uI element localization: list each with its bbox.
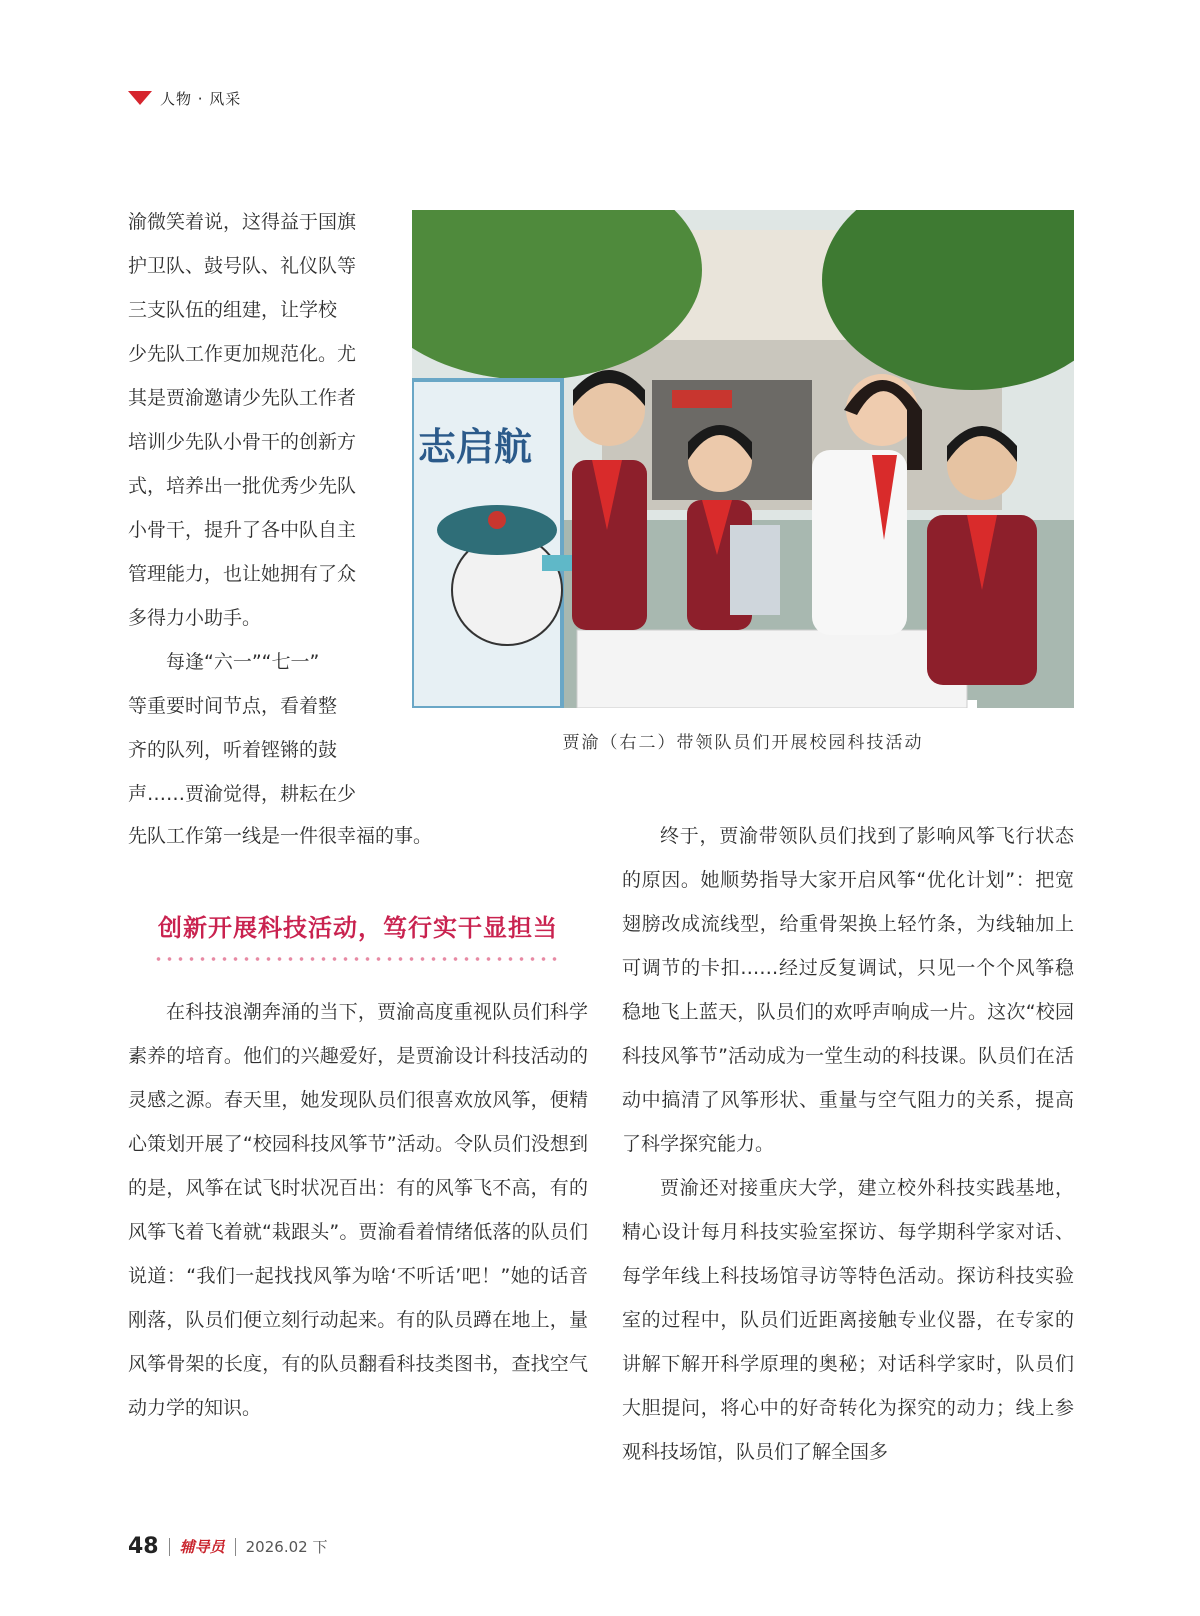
section-label: 人物 · 风采 [160, 89, 242, 108]
text-line: 等重要时间节点，看着整 [128, 695, 338, 717]
magazine-name: 辅导员 [179, 1538, 225, 1556]
page-number: 48 [128, 1534, 159, 1559]
text-line: 护卫队、鼓号队、礼仪队等 [128, 255, 357, 277]
text-column-bottom-left [128, 990, 588, 1430]
photo [412, 210, 1074, 708]
text-line: 管理能力，也让她拥有了众 [128, 563, 357, 585]
red-triangle-icon [128, 91, 152, 105]
subheading-text: 创新开展科技活动，笃行实干显担当 [158, 914, 558, 942]
text-column-right [622, 814, 1074, 1474]
text-line: 其是贾渝邀请少先队工作者 [128, 387, 357, 409]
text-line: 小骨干，提升了各中队自主 [128, 519, 357, 541]
photo-caption: 贾渝（右二）带领队员们开展校园科技活动 [562, 733, 924, 753]
photo-illustration [412, 210, 1074, 708]
sign-text: 志启航 [418, 424, 533, 469]
text-column-top-left [128, 200, 378, 816]
text-line: 培训少先队小骨干的创新方 [128, 431, 357, 453]
text-line: 声……贾渝觉得，耕耘在少 [128, 783, 357, 805]
paragraph: 在科技浪潮奔涌的当下，贾渝高度重视队员们科学素养的培育。他们的兴趣爱好，是贾渝设计科技活动的灵感之源。春天里，她发现队员们很喜欢放风筝，便精心策划开展了“校园科技风筝节”活动。令队员们没想到的是，风筝在试飞时状况百出：有的风筝飞不高，有的风筝飞着飞着就“栽跟头”。贾渝看着情绪低落的队员们说道：“我们一起找找风筝为啥‘不听话’吧！”她的话音刚落，队员们便立刻行动起来。有的队员蹲在地上，量风筝骨架的长度，有的队员翻看科技类图书，查找空气动力学的知识。 [128, 1001, 588, 1419]
issue-label: 2026.02 下 [245, 1538, 328, 1556]
text-line: 多得力小助手。 [128, 607, 262, 629]
text-line-end [128, 814, 588, 858]
text-line: 三支队伍的组建，让学校 [128, 299, 338, 321]
text-line: 每逢“六一”“七一” [166, 651, 320, 673]
subheading [128, 908, 588, 961]
page-footer [128, 1534, 327, 1559]
footer-divider [235, 1538, 236, 1556]
section-header [128, 86, 241, 110]
text-line: 渝微笑着说，这得益于国旗 [128, 211, 357, 233]
text-line: 式，培养出一批优秀少先队 [128, 475, 357, 497]
text-line: 先队工作第一线是一件很幸福的事。 [128, 825, 433, 847]
dotted-divider [153, 957, 563, 961]
text-line: 齐的队列，听着铿锵的鼓 [128, 739, 338, 761]
paragraph: 贾渝还对接重庆大学，建立校外科技实践基地，精心设计每月科技实验室探访、每学期科学家对话、每学年线上科技场馆寻访等特色活动。探访科技实验室的过程中，队员们近距离接触专业仪器，在专家的讲解下解开科学原理的奥秘；对话科学家时，队员们大胆提问，将心中的好奇转化为探究的动力；线上参观科技场馆，队员们了解全国多 [622, 1177, 1074, 1463]
footer-divider [169, 1538, 170, 1556]
text-line: 少先队工作更加规范化。尤 [128, 343, 357, 365]
paragraph: 终于，贾渝带领队员们找到了影响风筝飞行状态的原因。她顺势指导大家开启风筝“优化计划”：把宽翅膀改成流线型，给重骨架换上轻竹条，为线轴加上可调节的卡扣……经过反复调试，只见一个个风筝稳稳地飞上蓝天，队员们的欢呼声响成一片。这次“校园科技风筝节”活动成为一堂生动的科技课。队员们在活动中搞清了风筝形状、重量与空气阻力的关系，提高了科学探究能力。 [622, 825, 1074, 1155]
